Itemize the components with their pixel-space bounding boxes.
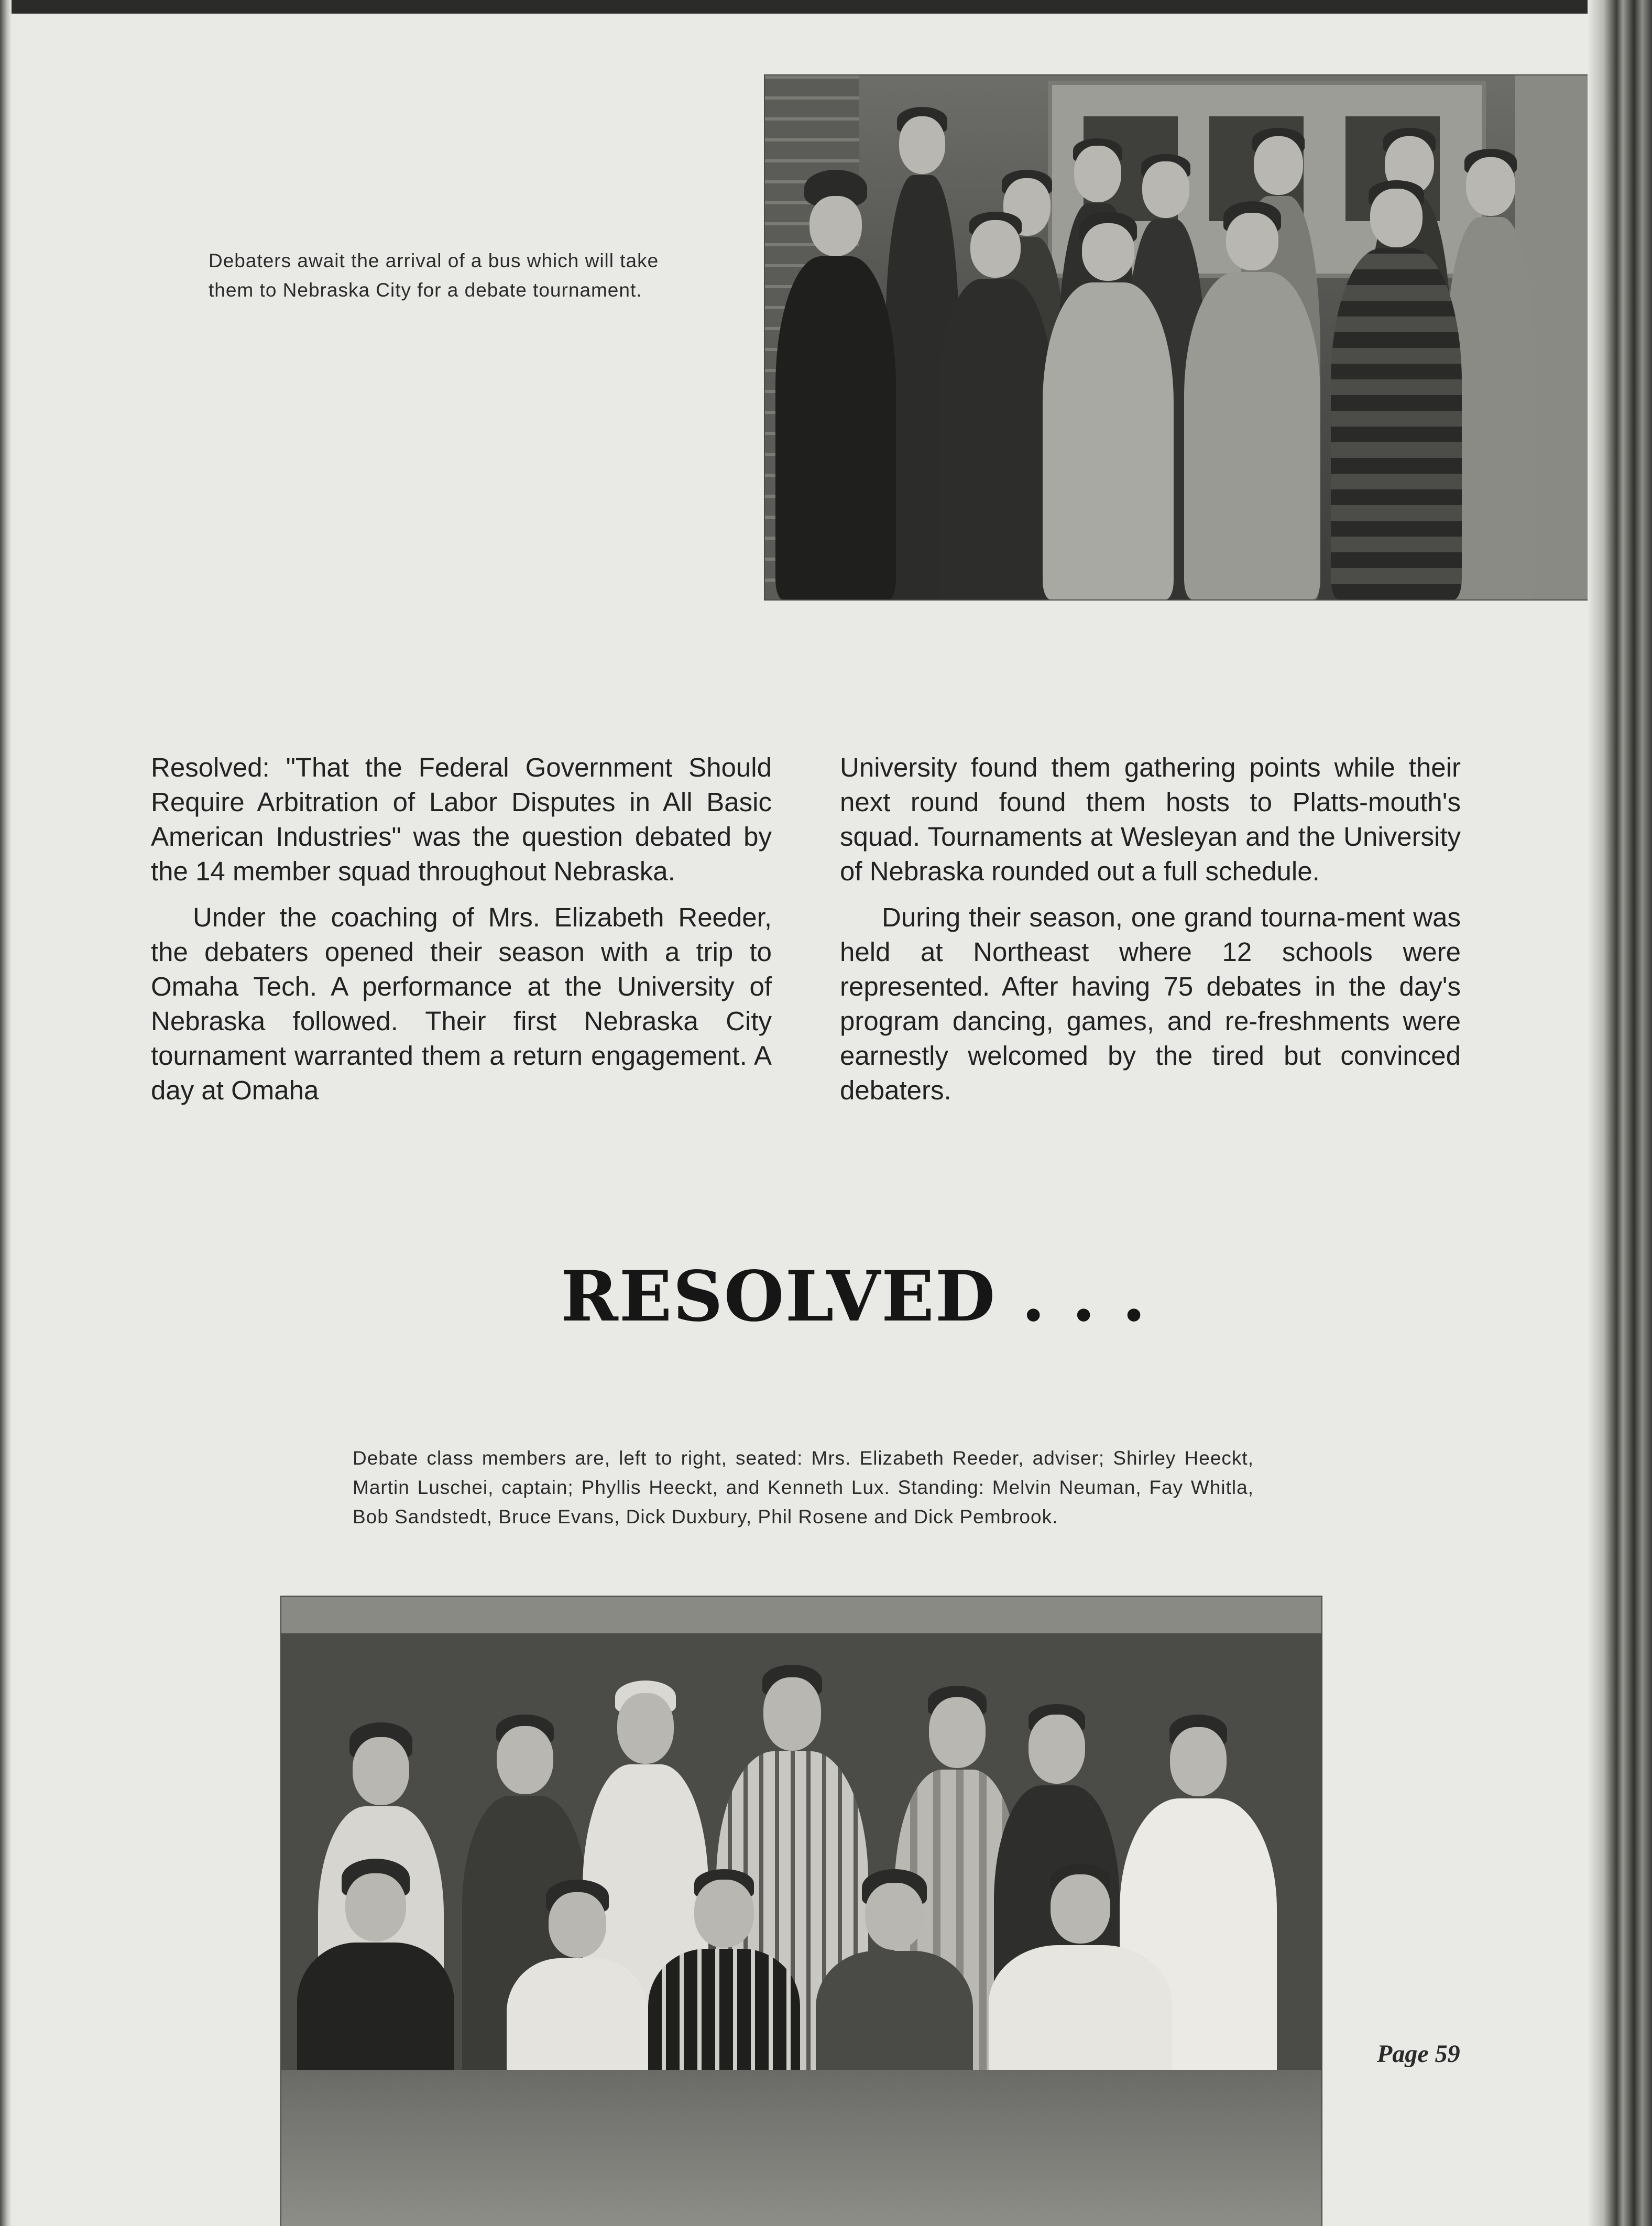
article-right-column [840,750,1461,1119]
student-figure [816,1869,973,2100]
student-figure [1184,201,1320,599]
page-number: Page 59 [1377,2040,1460,2068]
classroom-desk [281,2070,1321,2226]
page-left-edge [0,0,12,2226]
student-figure [507,1880,648,2100]
section-heading: RESOLVED . . . [561,1256,1147,1337]
student-figure [989,1864,1172,2100]
article-paragraph: University found them gathering points while their next round found them hosts to Platts-mouth's squad. Tournaments at Wesleyan and the University of Nebraska rounded out a full schedule. [840,752,1461,886]
bottom-photo-caption: Debate class members are, left to right, seated: Mrs. Elizabeth Reeder, adviser; Shirley Heeckt, Martin Luschei, captain; Phyllis Heeckt, and Kenneth Lux. Standing: Melvin Neuman, Fay Whitla, Bob Sandstedt, Bruce Evans, Dick Duxbury, Phil Rosene and Dick Pembrook. [353,1447,1254,1527]
article-left-column [151,750,772,1119]
article-paragraph: During their season, one grand tourna-ment was held at Northeast where 12 schools were represented. After having 75 debates in the day's program dancing, games, and re-freshments were earnestly welcomed by the tired but convinced debaters. [840,902,1461,1105]
adviser-figure [297,1859,454,2100]
adviser-figure [775,170,896,599]
student-figure [938,212,1053,599]
student-figure [1043,212,1174,599]
debate-class-photo [280,1596,1322,2226]
page-top-edge [0,0,1652,14]
article-paragraph: Under the coaching of Mrs. Elizabeth Reeder, the debaters opened their season with a trip to Omaha Tech. A performance at the University of Nebraska followed. Their first Nebraska City tournament warranted them a return engagement. A day at Omaha [151,902,772,1105]
top-photo-caption: Debaters await the arrival of a bus which will take them to Nebraska City for a debate tournament. [209,250,659,301]
student-figure [1331,180,1462,599]
debaters-bus-photo [764,74,1600,601]
wall-trim [281,1597,1321,1633]
student-figure [648,1869,800,2100]
article-paragraph: Resolved: "That the Federal Government Should Require Arbitration of Labor Disputes in All Basic American Industries" was the question debated by the 14 member squad throughout Nebraska. [151,752,772,886]
book-spine-edge [1588,0,1652,2226]
